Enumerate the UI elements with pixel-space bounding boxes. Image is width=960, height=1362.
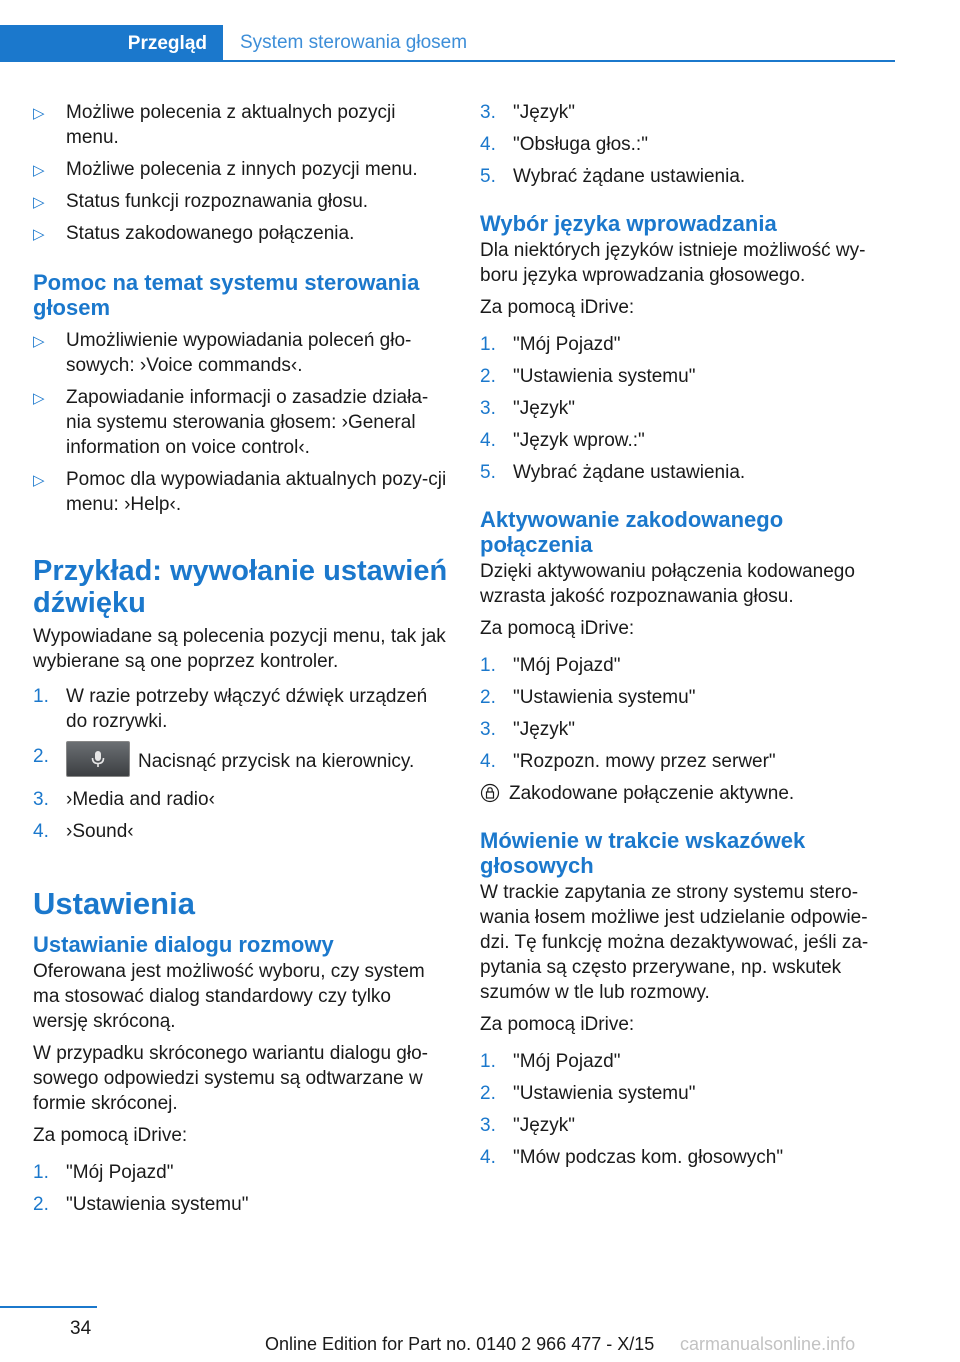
list-item: ▷ Możliwe polecenia z aktualnych pozycji menu. [33, 102, 396, 148]
edition-note: Online Edition for Part no. 0140 2 966 477 - X/15 [265, 1334, 655, 1354]
footer-rule [0, 1306, 97, 1308]
dialog-paragraph-2: W przypadku skróconego wariantu dialogu gło-sowego odpowiedzi systemu są odtwarzane w formie skróconej. [33, 1043, 428, 1114]
list-item: 5. Wybrać żądane ustawienia. [480, 166, 746, 187]
encryption-idrive-label: Za pomocą iDrive: [480, 618, 635, 639]
tab-overview[interactable]: Przegląd [0, 25, 223, 62]
language-paragraph: Dla niektórych języków istnieje możliwość wy-boru języka wprowadzania głosowego. [480, 240, 866, 286]
list-item: 3. "Język" [480, 102, 576, 123]
example-steps [33, 684, 448, 844]
speak-idrive-label: Za pomocą iDrive: [480, 1014, 635, 1035]
list-item: 3. ›Media and radio‹ [33, 789, 215, 810]
list-item: 1. "Mój Pojazd" [33, 1162, 174, 1183]
list-item: 4. "Język wprow.:" [480, 430, 645, 451]
list-item: ▷ Status zakodowanego połączenia. [33, 221, 448, 246]
triangle-bullet-icon: ▷ [33, 390, 45, 407]
right-column [480, 100, 890, 1177]
list-item: 5. Wybrać żądane ustawienia. [480, 462, 746, 483]
steering-wheel-button-image [66, 741, 130, 777]
list-item: 2. "Ustawienia systemu" [480, 687, 696, 708]
list-item: 3. "Język" [480, 398, 576, 419]
triangle-bullet-icon: ▷ [33, 105, 45, 122]
dialog-paragraph-1: Oferowana jest możliwość wyboru, czy system ma stosować dialog standardowy czy tylko wersję skróconą. [33, 961, 425, 1032]
continued-steps [480, 100, 890, 189]
page-number: 34 [70, 1318, 92, 1339]
list-item: ▷ Umożliwienie wypowiadania poleceń gło-sowych: ›Voice commands‹. [33, 330, 412, 376]
list-item: 3. "Język" [480, 1115, 576, 1136]
help-heading: Pomoc na temat systemu sterowania głosem [33, 270, 420, 320]
encrypted-connection-icon [480, 783, 500, 810]
page-header [0, 25, 895, 62]
list-item: 2. Nacisnąć przycisk na kierownicy. [33, 744, 448, 780]
list-item: ▷ Status funkcji rozpoznawania głosu. [33, 189, 448, 214]
list-item: 4. "Rozpozn. mowy przez serwer" [480, 751, 776, 772]
list-item: ▷ Możliwe polecenia z innych pozycji menu. [33, 157, 448, 182]
list-item: 1. "Mój Pojazd" [480, 655, 621, 676]
list-item: 4. "Obsługa głos.:" [480, 134, 648, 155]
list-item: 1. W razie potrzeby włączyć dźwięk urządzeń do rozrywki. [33, 686, 428, 732]
list-item: 1. "Mój Pojazd" [480, 334, 621, 355]
watermark: carmanualsonline.info [680, 1334, 856, 1354]
settings-heading: Ustawienia [33, 886, 195, 921]
dialog-idrive-label: Za pomocą iDrive: [33, 1125, 188, 1146]
list-item: ▷ Pomoc dla wypowiadania aktualnych pozy-cji menu: ›Help‹. [33, 469, 447, 515]
list-item: 3. "Język" [480, 719, 576, 740]
example-heading: Przykład: wywołanie ustawień dźwięku [33, 555, 448, 619]
triangle-bullet-icon: ▷ [33, 472, 45, 489]
encryption-status: Zakodowane połączenie aktywne. [480, 781, 890, 806]
list-item: 2. "Ustawienia systemu" [33, 1194, 249, 1215]
speak-heading: Mówienie w trakcie wskazówek głosowych [480, 828, 806, 878]
list-item: 4. "Mów podczas kom. głosowych" [480, 1147, 784, 1168]
list-item: 2. "Ustawienia systemu" [480, 1083, 696, 1104]
microphone-icon [90, 750, 106, 768]
encryption-paragraph: Dzięki aktywowaniu połączenia kodowanego wzrasta jakość rozpoznawania głosu. [480, 561, 855, 607]
example-paragraph: Wypowiadane są polecenia pozycji menu, tak jak wybierane są one poprzez kontroler. [33, 626, 446, 672]
language-heading: Wybór języka wprowadzania [480, 211, 777, 236]
triangle-bullet-icon: ▷ [33, 194, 45, 211]
icons-list [33, 100, 448, 246]
encryption-heading: Aktywowanie zakodowanego połączenia [480, 507, 784, 557]
triangle-bullet-icon: ▷ [33, 333, 45, 350]
help-list [33, 328, 448, 517]
triangle-bullet-icon: ▷ [33, 226, 45, 243]
language-idrive-label: Za pomocą iDrive: [480, 297, 635, 318]
speak-paragraph: W trackie zapytania ze strony systemu stero-wania łosem możliwe jest udzielanie odpowie-dzi. Tę funkcję można dezaktywować, jeśli za-pytania są często przerywane, np. wskutek szumów w tle lub rozmowy. [480, 882, 869, 1003]
left-column [33, 100, 448, 1224]
triangle-bullet-icon: ▷ [33, 162, 45, 179]
dialog-steps [33, 1160, 448, 1217]
speak-steps [480, 1049, 890, 1170]
list-item: 4. ›Sound‹ [33, 821, 134, 842]
language-steps [480, 332, 890, 485]
list-item: ▷ Zapowiadanie informacji o zasadzie działa-nia systemu sterowania głosem: ›General information on voice control‹. [33, 387, 429, 458]
list-item: 2. "Ustawienia systemu" [480, 366, 696, 387]
dialog-heading: Ustawianie dialogu rozmowy [33, 932, 334, 957]
tab-voice-control[interactable]: System sterowania głosem [240, 31, 468, 53]
encryption-steps [480, 653, 890, 774]
list-item: 1. "Mój Pojazd" [480, 1051, 621, 1072]
